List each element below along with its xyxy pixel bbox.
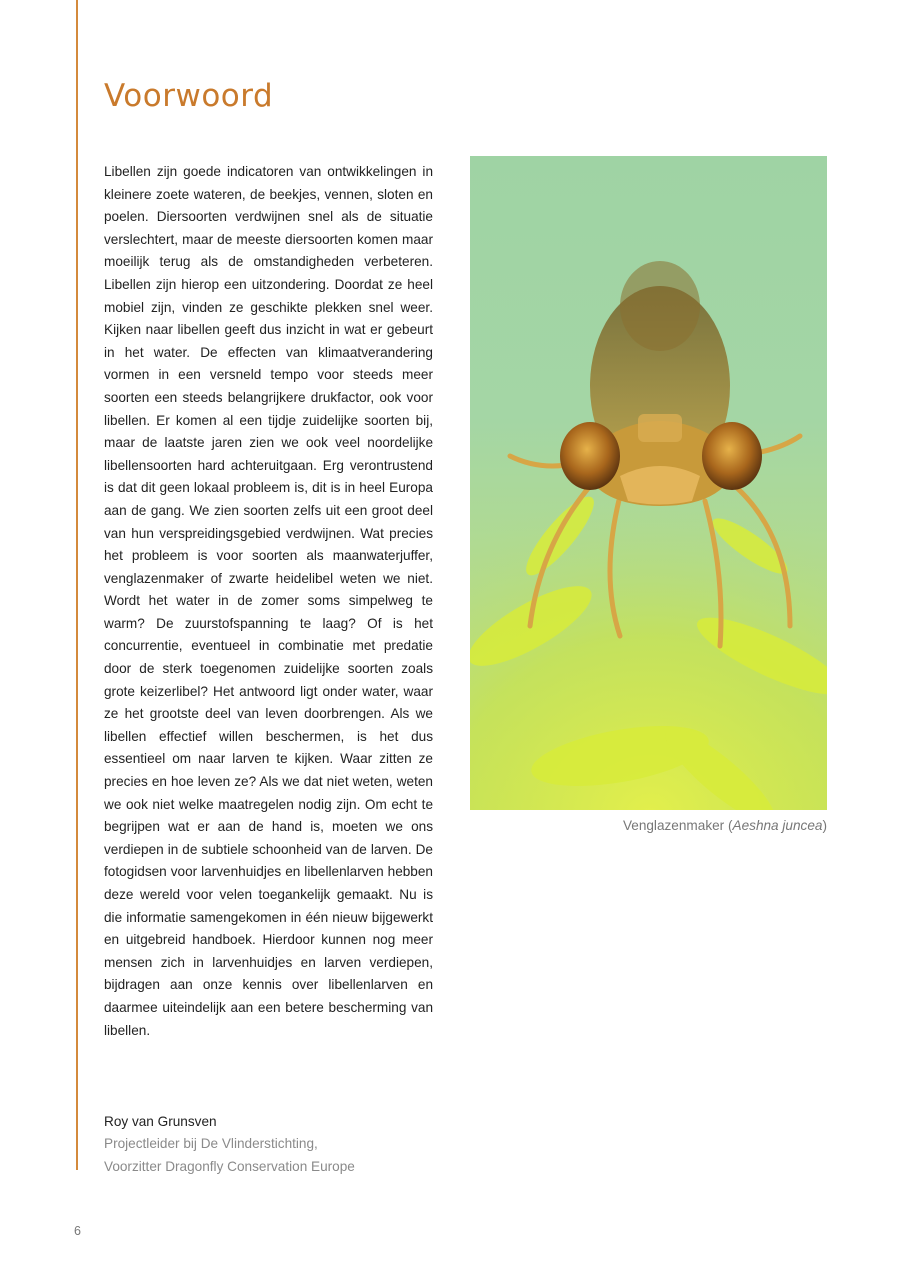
margin-rule [76,0,78,1170]
dragonfly-larva-illustration [470,156,827,810]
page-number: 6 [74,1224,81,1238]
author-role-line-1: Projectleider bij De Vlinderstichting, [104,1136,318,1151]
caption-prefix: Venglazenmaker ( [622,818,733,833]
author-role-line-2: Voorzitter Dragonfly Conservation Europe [104,1158,355,1174]
photo-caption [470,818,827,833]
foreword-body: Libellen zijn goede indicatoren van ontwikkelingen in kleinere zoete wateren, de beekjes, vennen, sloten en poelen. Diersoorten verdwijnen snel als de situatie verslechtert, maar de meeste diersoorten komen maar moeilijk terug als de omstandigheden verbeteren. Libellen zijn hierop een uitzondering. Doordat ze heel mobiel zijn, vinden ze geschikte plekken snel weer. Kijken naar libellen geeft dus inzicht in wat er gebeurt in het water. De effecten van klimaatverandering vormen in een versneld tempo voor steeds meer soorten een steeds belangrijkere drukfactor, ook voor libellen. Er komen al een tijdje zuidelijke soorten bij, maar de laatste jaren zien we ook veel noordelijke libellensoorten hard achteruitgaan. Erg verontrustend is dat dit geen lokaal probleem is, dit is in heel Europa aan de gang. We zien soorten zelfs uit een groot deel van hun verspreidingsgebied verdwijnen. Wat precies het probleem is voor soorten als maanwaterjuffer, venglazenmaker of zwarte heidelibel weten we niet. Wordt het water in de zomer soms simpelweg te warm? De zuurstofspanning te laag? Of is het concurrentie, eventueel in combinatie met predatie door de sterk toegenomen zuidelijke soorten zoals grote keizerlibel? Het antwoord ligt onder water, waar ze het grootste deel van leven doorbrengen. Als we libellen effectief willen beschermen, is het dus essentieel om naar larven te kijken. Waar zitten ze precies en hoe leven ze? Als we dat niet weten, weten we ook niet welke maatregelen nodig zijn. Om echt te begrijpen wat er aan de hand is, moeten we ons verdiepen in de subtiele schoonheid van de larven. De fotogidsen voor larvenhuidjes en libellenlarven hebben deze wereld voor velen toegankelijk gemaakt. Nu is die informatie samengekomen in één nieuw bijgewerkt en uitgebreid handboek. Hierdoor kunnen nog meer mensen zich in larvenhuidjes en larven verdiepen, bijdragen aan onze kennis over libellenlarven en daarmee uiteindelijk aan een betere bescherming van libellen. [104,164,433,1038]
dragonfly-larva-photo [470,156,827,810]
author-name: Roy van Grunsven [104,1114,217,1129]
author-role [104,1133,355,1178]
page-title: Voorwoord [104,78,274,114]
caption-suffix: ) [822,818,827,833]
caption-species: Aeshna juncea [732,818,823,833]
